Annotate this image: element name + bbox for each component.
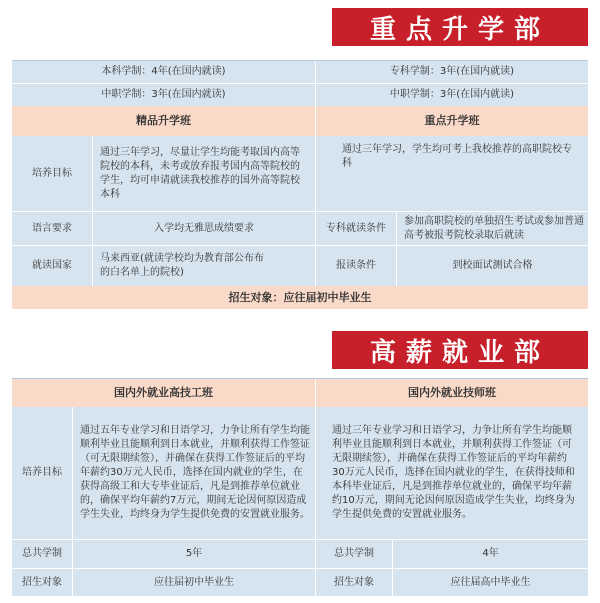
s2-target-left: 应往届初中毕业生 xyxy=(154,577,234,588)
s2-target-label-left: 招生对象 xyxy=(22,577,62,588)
s1-cond-label: 专科就读条件 xyxy=(326,222,386,234)
s1-row2-left: 中职学制：3年(在国内就读) xyxy=(101,89,226,100)
s1-footer: 招生对象：应往届初中毕业生 xyxy=(12,286,588,309)
s1-goal-right: 通过三年学习，学生均可考上我校推荐的高职院校专科 xyxy=(342,144,572,169)
s2-goal-left: 通过五年专业学习和日语学习，力争让所有学生均能顺利毕业且能顺利到日本就业，并顺利获得工作签证（可无限期续签），并确保在获得工作签证后的平均年薪约30万元人民币，选择在国内就业的学生，在获得高级工和大专毕业证后，凡是到推荐单位就业的，确保平均年薪约7万元，期间无论因何原因造成学生失业，均终身为学生提供免费的安置就业服务。 xyxy=(80,425,310,520)
s2-header-right: 国内外就业技师班 xyxy=(316,379,588,407)
s2-years-right: 4年 xyxy=(482,548,499,559)
s1-country-value: 马来西亚(就读学校均为教育部公布布的白名单上的院校) xyxy=(100,253,264,278)
section2-banner: 高薪就业部 xyxy=(332,331,588,369)
s2-target-right: 应往届高中毕业生 xyxy=(450,577,531,588)
s2-header-left: 国内外就业高技工班 xyxy=(12,379,315,407)
s1-lang-label: 语言要求 xyxy=(32,222,72,234)
s1-country-label: 就读国家 xyxy=(32,260,72,271)
section2-table xyxy=(12,378,588,596)
s1-header-left: 精品升学班 xyxy=(12,106,315,136)
s2-goal-right: 通过三年专业学习和日语学习，力争让所有学生均能顺利毕业且能顺利到日本就业，并顺利获得工作签证（可无限期续签），并确保在获得工作签证后的平均年薪约30万元人民币，选择在国内就业的学生，在获得技师和本科毕业证后，凡是到推荐单位就业的，确保平均年薪约10万元，期间无论因何原因造成学生失业，均终身为学生提供免费的安置就业服务。 xyxy=(332,425,575,520)
s1-report-value: 到校面试测试合格 xyxy=(452,260,533,271)
section1-table xyxy=(12,60,588,308)
s2-years-left: 5年 xyxy=(185,548,203,559)
s1-lang-value: 入学均无雅思成绩要求 xyxy=(154,222,254,234)
s1-row1-right: 专科学制：3年(在国内就读) xyxy=(389,66,515,77)
s2-years-label-left: 总共学制 xyxy=(22,548,62,559)
s2-years-label-right: 总共学制 xyxy=(334,548,374,559)
s2-target-label-right: 招生对象 xyxy=(334,577,374,588)
s1-goal-label: 培养目标 xyxy=(32,167,72,179)
s1-row1-left: 本科学制：4年(在国内就读) xyxy=(101,66,226,77)
s1-report-label: 报读条件 xyxy=(336,260,376,271)
s1-cond-value: 参加高职院校的单独招生考试或参加普通高考被报考院校录取后就读 xyxy=(404,215,584,241)
s1-header-right: 重点升学班 xyxy=(316,106,588,136)
section1-banner: 重点升学部 xyxy=(332,8,588,46)
s2-goal-label: 培养目标 xyxy=(22,467,62,478)
s1-row2-right: 中职学制：3年(在国内就读) xyxy=(389,89,515,100)
s1-goal-left: 通过三年学习，尽量让学生均能考取国内高等院校的本科，未考或放弃报考国内高等院校的学生，均可申请就读我校推荐的国外高等院校本科 xyxy=(100,146,300,200)
